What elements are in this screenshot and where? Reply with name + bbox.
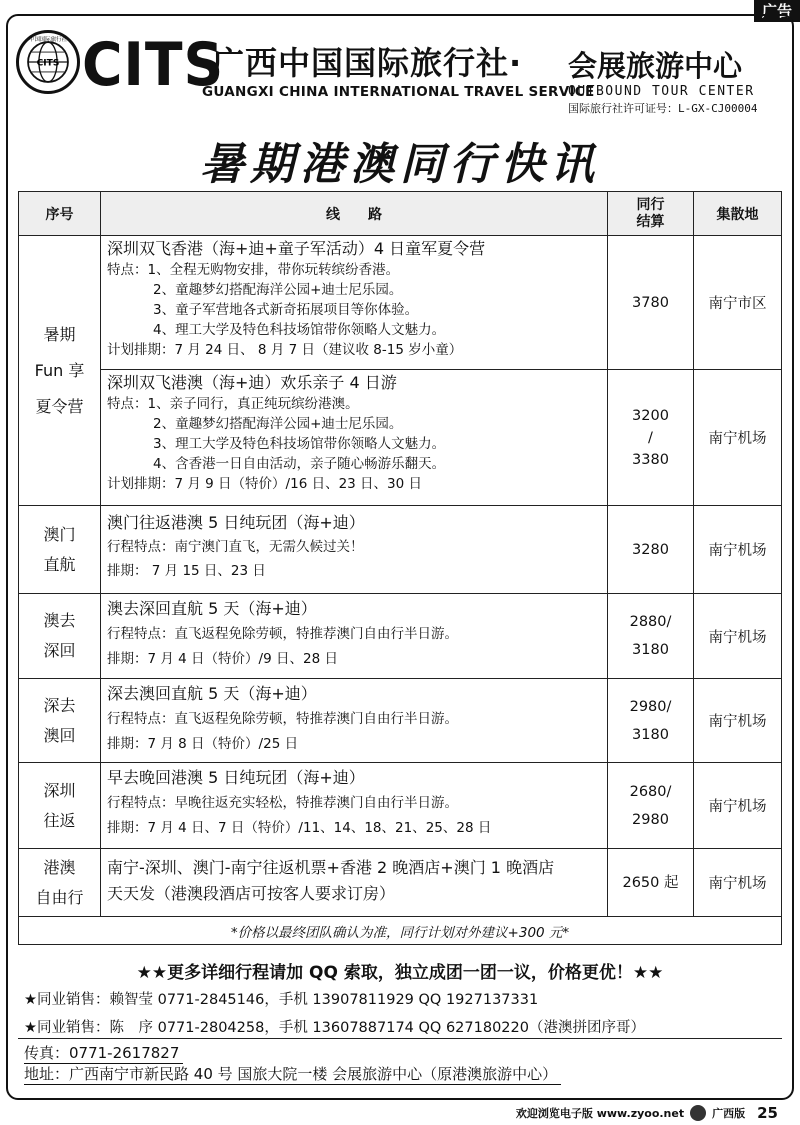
brand-wordmark: CITS: [82, 30, 225, 100]
dest-cell: 南宁机场: [694, 370, 782, 506]
price-line: 2680/: [629, 783, 672, 800]
price-cell: 3280: [608, 506, 694, 594]
route-line: 行程特点：直飞返程免除劳顿，特推荐澳门自由行半日游。: [107, 711, 458, 727]
route-line: 特点：1、亲子同行，真正纯玩缤纷港澳。: [107, 396, 359, 412]
company-name-cn: 广西中国国际旅行社·: [212, 44, 523, 82]
table-row: [19, 594, 782, 679]
category-cell: [19, 506, 101, 594]
category-cell: [19, 763, 101, 849]
price-line: 3200: [632, 407, 669, 424]
table-row: [19, 236, 782, 370]
price-cell: [608, 594, 694, 679]
route-line: 3、理工大学及特色科技场馆带你领略人文魅力。: [153, 436, 446, 452]
route-line: 2、童趣梦幻搭配海洋公园+迪士尼乐园。: [153, 416, 403, 432]
category-line: 自由行: [35, 887, 84, 907]
page-number: 25: [757, 1104, 778, 1122]
price-line: 3180: [632, 642, 669, 658]
header-price-line1: 同行: [636, 196, 665, 213]
price-note: *价格以最终团队确认为准，同行计划对外建议+300 元*: [19, 917, 782, 945]
tour-table: [18, 191, 782, 945]
license-number: 国际旅行社许可证号：L-GX-CJ00004: [568, 102, 758, 115]
route-title: 深圳双飞港澳（海+迪）欢乐亲子 4 日游: [107, 373, 397, 392]
route-line: 计划排期：7 月 24 日、 8 月 7 日（建议收 8-15 岁小童）: [107, 342, 463, 358]
page-bottom-bar: [516, 1104, 778, 1122]
fax-number: 传真：0771-2617827: [24, 1042, 183, 1064]
ad-tag: 广告: [754, 0, 800, 22]
table-row: [19, 370, 782, 506]
price-line: 2980: [632, 811, 669, 828]
route-title: 早去晚回港澳 5 日纯玩团（海+迪）: [107, 768, 365, 787]
website-welcome: 欢迎浏览电子版 www.zyoo.net: [515, 1107, 685, 1120]
dest-cell: 南宁机场: [694, 849, 782, 917]
route-title: 南宁-深圳、澳门-南宁往返机票+香港 2 晚酒店+澳门 1 晚酒店: [107, 858, 555, 877]
route-title: 深去澳回直航 5 天（海+迪）: [107, 684, 317, 703]
page-headline: 暑期港澳同行快讯: [200, 139, 600, 190]
footer: [18, 952, 782, 1086]
table-row: [19, 679, 782, 763]
route-line: 2、童趣梦幻搭配海洋公园+迪士尼乐园。: [153, 282, 403, 298]
route-line: 计划排期：7 月 9 日（特价）/16 日、23 日、30 日: [107, 476, 423, 492]
company-name-en: GUANGXI CHINA INTERNATIONAL TRAVEL SERVICE: [202, 84, 595, 100]
category-line: 澳门: [43, 524, 76, 544]
route-line: 4、含香港一日自由活动，亲子随心畅游乐翻天。: [153, 456, 446, 472]
route-line: 特点：1、全程无购物安排，带你玩转缤纷香港。: [107, 262, 400, 278]
header-seq: 序号: [19, 192, 101, 236]
price-line: 3180: [632, 726, 669, 743]
route-title: 澳门往返港澳 5 日纯玩团（海+迪）: [107, 513, 365, 532]
price-line: 3380: [632, 451, 669, 468]
cits-globe-logo: [16, 30, 80, 94]
header-dest: 集散地: [694, 192, 782, 236]
promo-line: ★★更多详细行程请加 QQ 索取，独立成团一团一议，价格更优！★★: [136, 963, 664, 983]
table-header-row: [19, 192, 782, 236]
footer-divider: [18, 1038, 782, 1039]
route-line: 排期：7 月 8 日（特价）/25 日: [107, 736, 299, 752]
dest-cell: 南宁机场: [694, 506, 782, 594]
dest-cell: 南宁机场: [694, 763, 782, 849]
table-row: [19, 506, 782, 594]
header-price: [608, 192, 694, 236]
table-note-row: [19, 917, 782, 945]
route-line: 3、童子军营地各式新奇拓展项目等你体验。: [153, 302, 419, 318]
route-line: 排期： 7 月 15 日、23 日: [107, 563, 266, 579]
sales-contact-2: ★同业销售：陈 序 0771-2804258，手机 13607887174 QQ 627180220（港澳拼团序哥）: [24, 1020, 645, 1036]
route-cell: [101, 763, 608, 849]
header: [12, 24, 788, 116]
route-cell: [101, 594, 608, 679]
route-cell: [101, 506, 608, 594]
price-cell: 2650 起: [608, 849, 694, 917]
route-title-line2: 天天发（港澳段酒店可按客人要求订房）: [107, 884, 396, 903]
route-line: 4、理工大学及特色科技场馆带你领略人文魅力。: [153, 322, 446, 338]
category-line: 深去: [43, 695, 76, 715]
price-cell: [608, 370, 694, 506]
center-name-cn: 会展旅游中心: [568, 49, 743, 83]
publisher-logo-icon: [690, 1105, 706, 1121]
price-cell: [608, 763, 694, 849]
center-name-en: OUTBOUND TOUR CENTER: [568, 84, 755, 99]
category-cell: [19, 236, 101, 506]
logo-inner-text: CITS: [36, 58, 60, 69]
address: 地址：广西南宁市新民路 40 号 国旅大院一楼 会展旅游中心（原港澳旅游中心）: [24, 1063, 561, 1085]
table-row: [19, 849, 782, 917]
category-cell: [19, 594, 101, 679]
category-line: 往返: [43, 810, 76, 830]
category-line: 深圳: [43, 780, 76, 800]
category-line: 夏令营: [35, 396, 84, 416]
table-row: [19, 763, 782, 849]
route-title: 澳去深回直航 5 天（海+迪）: [107, 599, 317, 618]
category-line: 澳去: [43, 611, 76, 630]
category-line: Fun 享: [34, 360, 85, 380]
route-line: 行程特点：直飞返程免除劳顿，特推荐澳门自由行半日游。: [107, 626, 458, 642]
route-line: 排期：7 月 4 日、7 日（特价）/11、14、18、21、25、28 日: [107, 820, 492, 836]
dest-cell: 南宁机场: [694, 679, 782, 763]
route-title: 深圳双飞香港（海+迪+童子军活动）4 日童军夏令营: [107, 239, 486, 258]
price-line: 2980/: [629, 698, 672, 715]
category-line: 深回: [43, 641, 76, 660]
header-route: 线 路: [101, 192, 608, 236]
route-line: 排期：7 月 4 日（特价）/9 日、28 日: [107, 651, 338, 667]
category-line: 直航: [43, 554, 76, 574]
price-cell: [608, 679, 694, 763]
price-line: 2880/: [629, 614, 672, 630]
route-line: 行程特点：南宁澳门直飞，无需久候过关！: [107, 539, 364, 555]
route-cell: [101, 236, 608, 370]
route-cell: [101, 679, 608, 763]
route-cell: [101, 370, 608, 506]
dest-cell: 南宁机场: [694, 594, 782, 679]
dest-cell: 南宁市区: [694, 236, 782, 370]
price-line: /: [648, 429, 653, 446]
price-cell: 3780: [608, 236, 694, 370]
category-cell: [19, 849, 101, 917]
category-line: 港澳: [43, 857, 76, 877]
category-cell: [19, 679, 101, 763]
category-line: 澳回: [43, 725, 76, 745]
header-price-line2: 结算: [636, 213, 665, 230]
route-line: 行程特点：早晚往返充实轻松，特推荐澳门自由行半日游。: [107, 795, 458, 811]
route-cell: [101, 849, 608, 917]
category-line: 暑期: [43, 324, 76, 344]
sales-contact-1: ★同业销售：赖智莹 0771-2845146，手机 13907811929 QQ 1927137331: [24, 992, 539, 1008]
logo-ring-text: 中国国际旅行社: [29, 37, 67, 44]
edition-label: 广西版: [712, 1107, 746, 1120]
